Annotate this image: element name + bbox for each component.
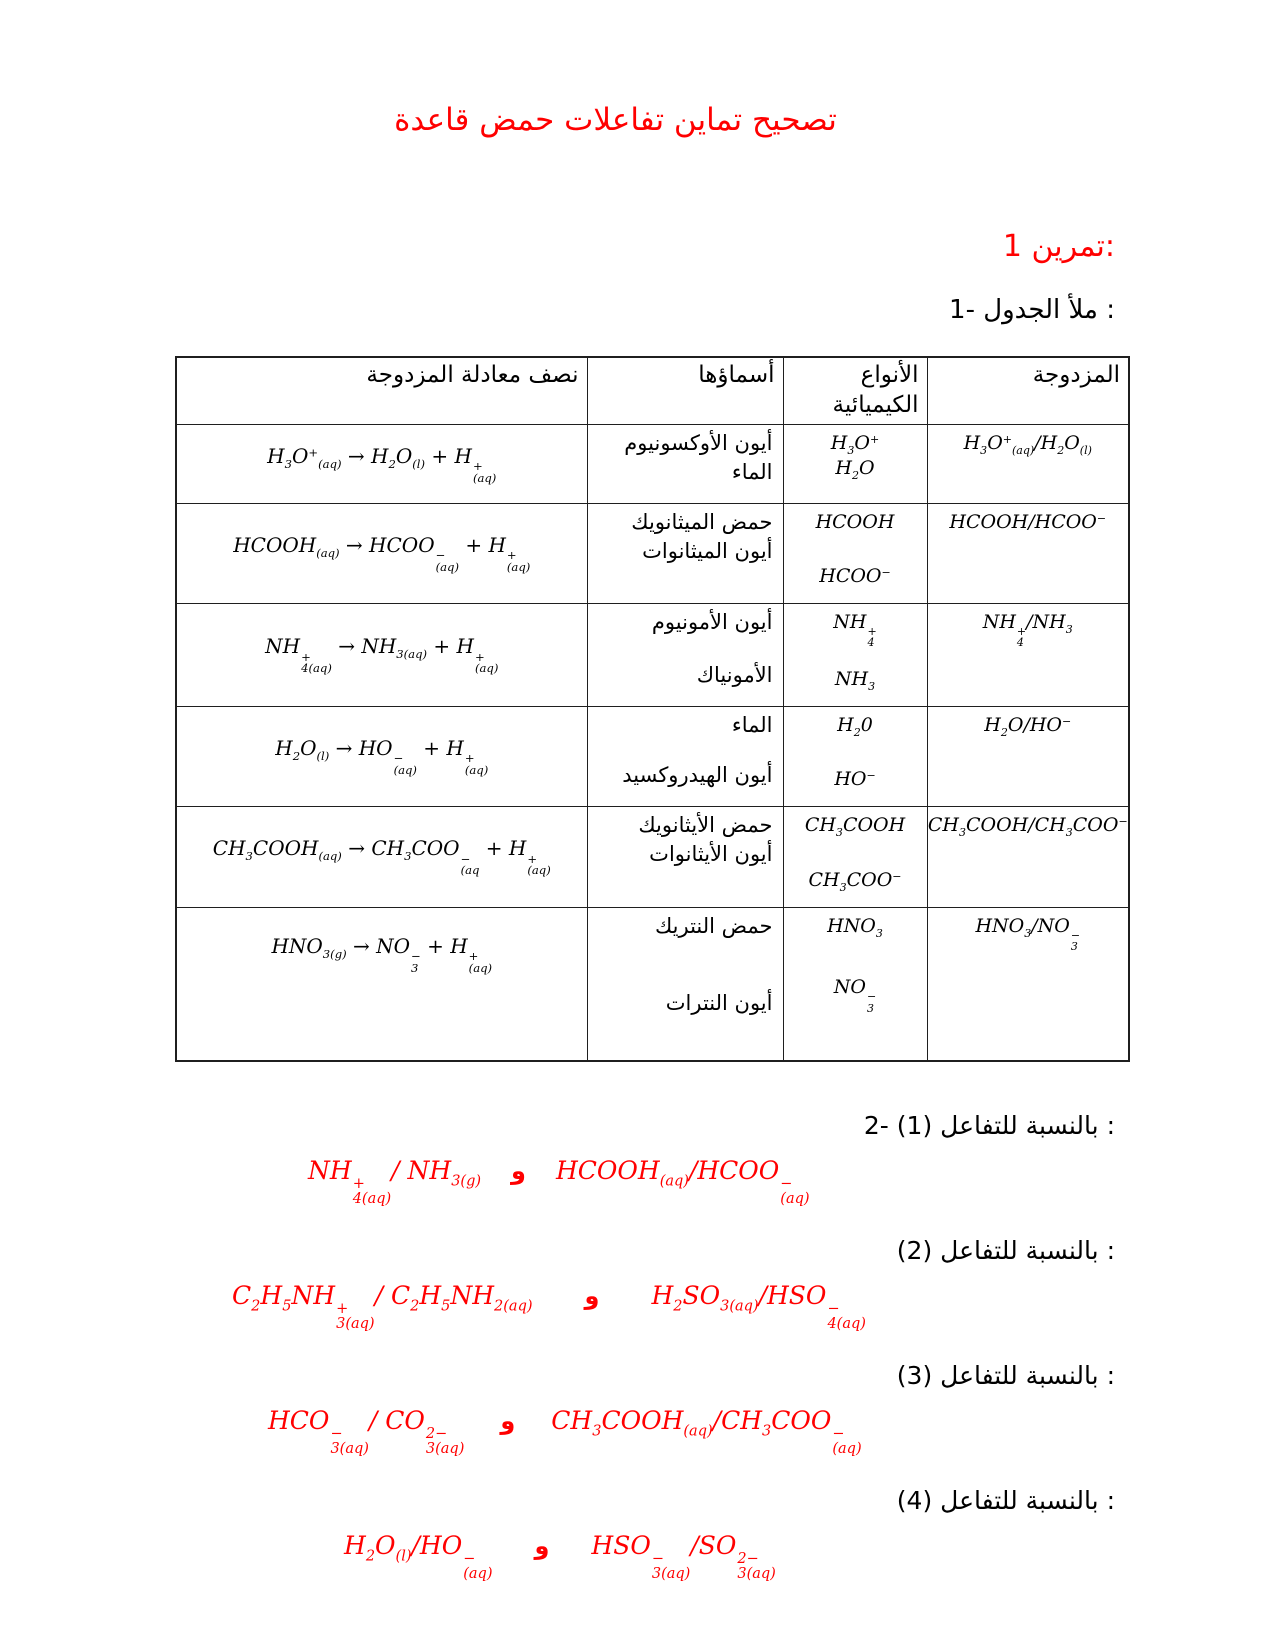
- conjugate-pairs-table: [175, 356, 1130, 1061]
- species-formula: NO − 3: [833, 976, 877, 1015]
- couple-formula: $H_2O_{(l)}/HO$ − (aq): [344, 1531, 493, 1583]
- couple-formula: $H_2O/HO^-$: [984, 713, 1072, 739]
- species-name: أيون الأمونيوم: [651, 609, 773, 634]
- species-formula: $NH_3$: [834, 667, 876, 693]
- species-cell: [783, 603, 927, 706]
- half-equation-formula: NH + 4(aq) → $NH_{3(aq)} + H$ + (aq): [265, 634, 499, 676]
- species-formula: HCOO−: [819, 564, 891, 587]
- species-name: أيون الأيثانوات: [649, 842, 773, 867]
- half-equation-formula: $H_2O_{(l)}$ → HO − (aq) + H + (aq): [275, 735, 489, 777]
- species-formula: $H_2O$: [835, 457, 875, 483]
- couple-formula: NH + 4(aq) / $NH_{3(g)}$: [308, 1156, 482, 1208]
- species-cell: [783, 425, 927, 504]
- reaction-label: بالنسبة للتفاعل (2) :: [896, 1235, 1115, 1265]
- reaction-formula: [268, 1406, 1275, 1457]
- half-equation-cell: [176, 907, 587, 1061]
- names-cell: [587, 806, 783, 907]
- reactions-section: [0, 1110, 1275, 1582]
- reaction-block: [0, 1485, 1275, 1582]
- species-formula: HO−: [834, 767, 876, 790]
- couple-formula: HCO − 3(aq) / CO 2− 3(aq): [268, 1406, 465, 1458]
- table-row: [176, 706, 1129, 806]
- couple-formula: $HCOOH_{(aq)}$/HCOO − (aq): [555, 1156, 810, 1208]
- column-header: نصف معادلة المزدوجة: [176, 357, 587, 424]
- half-equation-cell: [176, 503, 587, 603]
- half-equation-cell: [176, 425, 587, 504]
- species-name: حمض النتريك: [654, 913, 773, 938]
- table-row: [176, 907, 1129, 1061]
- couple-formula: $H_3O^+_{(aq)}/H_2O_{(l)}$: [963, 432, 1092, 458]
- document-title: تصحيح تماين تفاعلات حمض قاعدة: [394, 102, 837, 138]
- species-formula: $CH_3COOH$: [804, 813, 906, 839]
- species-name: أيون الميثانوات: [642, 539, 773, 564]
- species-name: أيون النترات: [665, 991, 773, 1016]
- reaction-block: [0, 1235, 1275, 1332]
- table-row: [176, 425, 1129, 504]
- column-header: الأنواع الكيميائية: [783, 357, 927, 424]
- table-row: [176, 806, 1129, 907]
- reaction-formula: [232, 1281, 1275, 1332]
- couple-cell: [927, 503, 1129, 603]
- column-header: أسماؤها: [587, 357, 783, 424]
- couple-formula: $CH_3COOH/CH_3COO^-$: [927, 813, 1128, 839]
- reaction-formula: [344, 1531, 1275, 1582]
- couple-formula: HSO − 3(aq) /SO 2− 3(aq): [591, 1531, 776, 1583]
- couple-cell: [927, 425, 1129, 504]
- couple-formula: $H_2SO_{3(aq)}$/HSO − 4(aq): [651, 1281, 866, 1333]
- names-cell: [587, 425, 783, 504]
- species-name: الأمونياك: [696, 663, 773, 688]
- species-cell: [783, 907, 927, 1061]
- half-equation-formula: $CH_3COOH_{(aq)} \to CH_3COO$ − (aq + H + (aq): [212, 836, 551, 878]
- names-cell: [587, 603, 783, 706]
- couple-formula: $C_2H_5NH$ + 3(aq) / $C_2H_5NH_{2(aq)}$: [232, 1281, 533, 1333]
- species-cell: [783, 503, 927, 603]
- table-row: [176, 503, 1129, 603]
- species-formula: $HNO_3$: [827, 914, 883, 940]
- couple-formula: HCOOH/HCOO−: [949, 510, 1107, 533]
- names-cell: [587, 503, 783, 603]
- reaction-label: بالنسبة للتفاعل (3) :: [896, 1360, 1115, 1390]
- half-equation-cell: [176, 603, 587, 706]
- half-equation-formula: $HNO_{3(g)}$ → NO − 3 + H + (aq): [271, 933, 493, 975]
- couple-cell: [927, 706, 1129, 806]
- table-body: [176, 425, 1129, 1061]
- reaction-formula: [308, 1156, 1275, 1207]
- and-separator: و: [534, 1532, 550, 1561]
- half-equation-cell: [176, 706, 587, 806]
- reaction-label: 2- بالنسبة للتفاعل (1) :: [863, 1110, 1115, 1140]
- species-name: حمض الأيثانويك: [638, 812, 773, 837]
- couple-formula: NH + 4 $/NH_3$: [982, 610, 1073, 649]
- couple-formula: $HNO_3/NO$ − 3: [975, 914, 1081, 953]
- species-formula: $H_20$: [837, 713, 873, 739]
- half-equation-cell: [176, 806, 587, 907]
- species-formula: HCOOH: [815, 510, 895, 533]
- species-cell: [783, 806, 927, 907]
- couple-cell: [927, 603, 1129, 706]
- and-separator: و: [511, 1157, 526, 1186]
- couple-cell: [927, 806, 1129, 907]
- table-head: [176, 357, 1129, 424]
- exercise-heading: تمرين 1:: [1002, 229, 1115, 265]
- species-cell: [783, 706, 927, 806]
- half-equation-formula: $HCOOH_{(aq)}$ → HCOO − (aq) + H + (aq): [233, 532, 531, 574]
- couple-formula: $CH_3COOH_{(aq)}/CH_3COO$ − (aq): [551, 1406, 862, 1458]
- half-equation-formula: $H_3O^+_{(aq)} \to H_2O_{(l)} + H$ + (aq): [267, 443, 497, 485]
- species-formula: $CH_3COO^-$: [808, 868, 902, 894]
- species-name: الماء: [731, 460, 773, 485]
- species-name: الماء: [731, 712, 773, 737]
- species-formula: $H_3O^+$: [830, 432, 880, 458]
- names-cell: [587, 706, 783, 806]
- reaction-block: [0, 1110, 1275, 1207]
- couple-cell: [927, 907, 1129, 1061]
- species-name: أيون الأوكسونيوم: [624, 431, 773, 456]
- column-header: المزدوجة: [927, 357, 1129, 424]
- species-formula: NH + 4: [833, 610, 877, 649]
- table-row: [176, 603, 1129, 706]
- and-separator: و: [584, 1282, 600, 1311]
- and-separator: و: [500, 1407, 516, 1436]
- fill-table-instruction: 1- ملأ الجدول :: [949, 295, 1115, 326]
- names-cell: [587, 907, 783, 1061]
- header-row: [176, 357, 1129, 424]
- reaction-block: [0, 1360, 1275, 1457]
- reaction-label: بالنسبة للتفاعل (4) :: [896, 1485, 1115, 1515]
- species-name: أيون الهيدروكسيد: [622, 763, 773, 788]
- species-name: حمض الميثانويك: [631, 509, 773, 534]
